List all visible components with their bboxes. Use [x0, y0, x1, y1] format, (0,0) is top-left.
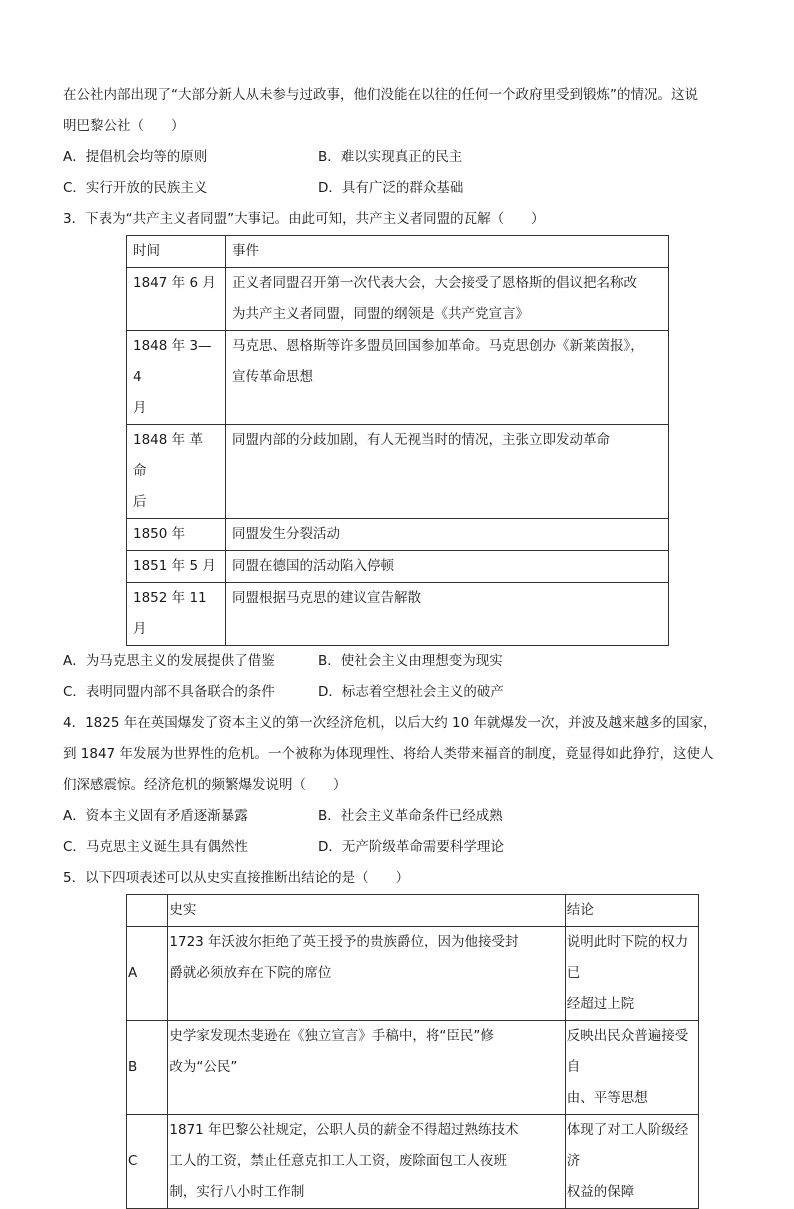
q3-table-header — [127, 236, 669, 268]
q3-option-a[interactable]: A．为马克思主义的发展提供了借鉴 — [63, 653, 275, 669]
q5-conclusion-line: 反映出民众普遍接受自 — [566, 1028, 689, 1075]
table-row — [127, 425, 669, 519]
q5-fact-line: 改为“公民” — [169, 1059, 238, 1075]
q5-option-key[interactable]: A — [127, 927, 168, 1021]
table-row — [127, 927, 699, 1021]
q2-option-d[interactable]: D．具有广泛的群众基础 — [318, 180, 464, 196]
q5-header-key — [127, 895, 168, 927]
q3-time-line: 1847 年 6 月 — [133, 275, 216, 291]
q2-stem-line2: 明巴黎公社（ ） — [63, 118, 185, 134]
q2-options-row1 — [63, 142, 735, 173]
q4-option-c[interactable]: C．马克思主义诞生具有偶然性 — [63, 839, 248, 855]
q3-time-line: 1852 年 11 月 — [133, 590, 207, 637]
q3-event-line: 同盟在德国的活动陷入停顿 — [232, 558, 394, 574]
q5-fact-line: 爵就必须放弃在下院的席位 — [169, 965, 332, 981]
q3-time-line: 月 — [133, 400, 147, 416]
q3-event-cell — [226, 551, 669, 583]
q3-options-row2 — [63, 677, 735, 708]
q5-conclusion-line: 经超过上院 — [566, 996, 635, 1012]
q5-conclusion-cell — [565, 1115, 698, 1209]
q3-event-cell — [226, 331, 669, 425]
q3-event-cell — [226, 425, 669, 519]
q3-event-cell — [226, 268, 669, 331]
q3-time-cell — [127, 551, 226, 583]
q3-event-line: 正义者同盟召开第一次代表大会，大会接受了恩格斯的倡议把名称改 — [232, 275, 637, 291]
q5-conclusion-line: 说明此时下院的权力已 — [566, 934, 689, 981]
q3-event-line: 同盟内部的分歧加剧，有人无视当时的情况，主张立即发动革命 — [232, 432, 610, 448]
q4-option-a[interactable]: A．资本主义固有矛盾逐渐暴露 — [63, 808, 248, 824]
q5-fact-cell — [168, 927, 565, 1021]
q5-fact-cell — [168, 1115, 565, 1209]
q4-options-row2 — [63, 832, 735, 863]
q5-header-fact: 史实 — [168, 895, 565, 927]
table-row — [127, 583, 669, 646]
q5-conclusion-line: 由、平等思想 — [566, 1090, 648, 1106]
q5-fact-cell — [168, 1021, 565, 1115]
q3-header-event: 事件 — [226, 236, 669, 268]
q2-option-a[interactable]: A．提倡机会均等的原则 — [63, 149, 208, 165]
q3-event-line: 同盟发生分裂活动 — [232, 526, 340, 542]
q3-options-row1 — [63, 646, 735, 677]
q3-event-line: 同盟根据马克思的建议宣告解散 — [232, 590, 421, 606]
q3-time-cell — [127, 519, 226, 551]
q3-stem: 3．下表为“共产主义者同盟”大事记。由此可知，共产主义者同盟的瓦解（ ） — [63, 211, 545, 227]
q5-option-key[interactable]: B — [127, 1021, 168, 1115]
q2-stem-line1: 在公社内部出现了“大部分新人从未参与过政事，他们没能在以往的任何一个政府里受到锻炼”的情况。这说 — [63, 87, 698, 103]
q5-stem: 5．以下四项表述可以从史实直接推断出结论的是（ ） — [63, 870, 410, 886]
q3-header-time: 时间 — [127, 236, 226, 268]
q3-time-line: 1850 年 — [133, 526, 186, 542]
q4-option-d[interactable]: D．无产阶级革命需要科学理论 — [318, 839, 504, 855]
q3-option-c[interactable]: C．表明同盟内部不具备联合的条件 — [63, 684, 275, 700]
table-row — [127, 551, 669, 583]
q5-fact-line: 1723 年沃波尔拒绝了英王授予的贵族爵位，因为他接受封 — [169, 934, 519, 950]
q3-option-d[interactable]: D．标志着空想社会主义的破产 — [318, 684, 504, 700]
q4-stem-line1: 4．1825 年在英国爆发了资本主义的第一次经济危机，以后大约 10 年就爆发一次，并波及越来越多的国家， — [63, 715, 717, 731]
q2-option-c[interactable]: C．实行开放的民族主义 — [63, 180, 208, 196]
q3-event-cell — [226, 583, 669, 646]
q5-fact-line: 史学家发现杰斐逊在《独立宣言》手稿中，将“臣民”修 — [169, 1028, 494, 1044]
q3-event-line: 宣传革命思想 — [232, 369, 313, 385]
q3-event-line: 为共产主义者同盟，同盟的纲领是《共产党宣言》 — [232, 306, 529, 322]
q3-event-line: 马克思、恩格斯等许多盟员回国参加革命。马克思创办《新莱茵报》， — [232, 338, 644, 354]
q5-fact-line: 制，实行八小时工作制 — [169, 1184, 305, 1200]
q5-conclusion-cell — [565, 927, 698, 1021]
exam-page — [63, 80, 735, 1209]
table-row — [127, 1115, 699, 1209]
q3-time-cell — [127, 331, 226, 425]
q4-stem-line3: 们深感震惊。经济危机的频繁爆发说明（ ） — [63, 777, 347, 793]
q2-option-b[interactable]: B．难以实现真正的民主 — [318, 149, 463, 165]
q5-fact-line: 1871 年巴黎公社规定，公职人员的薪金不得超过熟练技术 — [169, 1122, 519, 1138]
q3-option-b[interactable]: B．使社会主义由理想变为现实 — [318, 653, 503, 669]
q5-conclusion-cell — [565, 1021, 698, 1115]
table-row — [127, 331, 669, 425]
q4-stem-line2: 到 1847 年发展为世界性的危机。一个被称为体现理性、将给人类带来福音的制度，竟显得如此狰狞，这使人 — [63, 746, 714, 762]
q3-time-line: 1851 年 5 月 — [133, 558, 216, 574]
q3-time-line: 1848 年 3—4 — [133, 338, 212, 385]
table-row — [127, 268, 669, 331]
q3-time-cell — [127, 583, 226, 646]
table-row — [127, 1021, 699, 1115]
q5-table — [126, 894, 699, 1209]
q5-header-conclusion: 结论 — [565, 895, 698, 927]
q3-time-line: 1848 年 革 命 — [133, 432, 203, 479]
q3-time-line: 后 — [133, 494, 147, 510]
q3-time-cell — [127, 425, 226, 519]
q5-conclusion-line: 体现了对工人阶级经济 — [566, 1122, 689, 1169]
q3-event-cell — [226, 519, 669, 551]
q5-option-key[interactable]: C — [127, 1115, 168, 1209]
q4-option-b[interactable]: B．社会主义革命条件已经成熟 — [318, 808, 503, 824]
q5-fact-line: 工人的工资，禁止任意克扣工人工资，废除面包工人夜班 — [169, 1153, 507, 1169]
table-row — [127, 519, 669, 551]
q2-options-row2 — [63, 173, 735, 204]
q3-table — [126, 235, 669, 646]
q5-table-header — [127, 895, 699, 927]
q3-time-cell — [127, 268, 226, 331]
q4-options-row1 — [63, 801, 735, 832]
q5-conclusion-line: 权益的保障 — [566, 1184, 635, 1200]
